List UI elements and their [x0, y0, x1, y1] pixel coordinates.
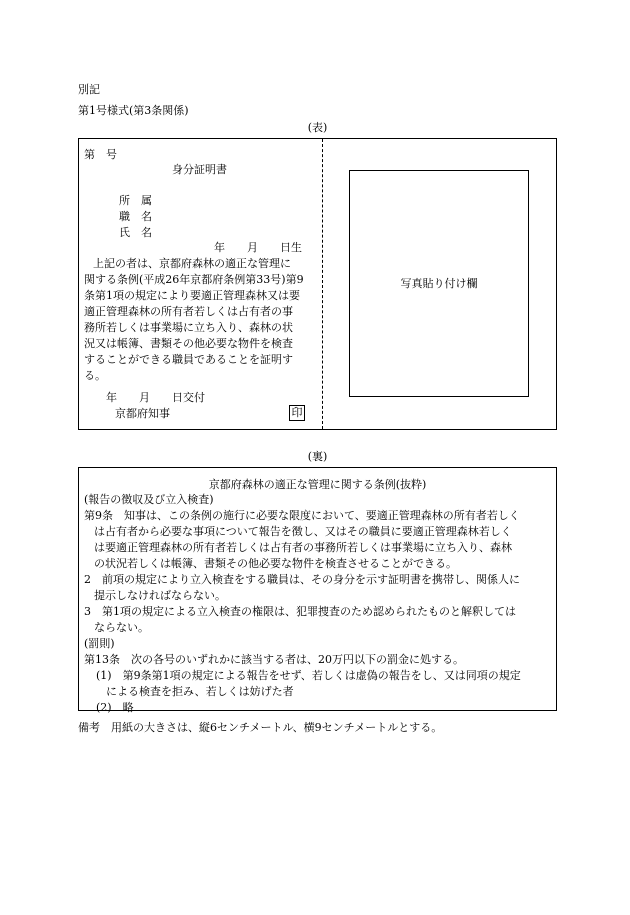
divider-dashed	[322, 139, 323, 429]
photo-frame	[349, 170, 529, 397]
form-label: 第1号様式(第3条関係)	[78, 104, 189, 117]
cert-text-line: することができる職員であることを証明す	[84, 353, 293, 366]
excerpt-line: は要適正管理森林の所有者若しくは占有者の事務所若しくは事業場に立ち入り、森林	[94, 541, 512, 554]
excerpt-line: (罰則)	[84, 637, 115, 650]
field-affiliation: 所 属	[119, 194, 152, 207]
field-birth: 年 月 日生	[214, 241, 302, 254]
seal-mark: 印	[289, 405, 305, 421]
cert-text-line: 務所若しくは事業場に立ち入り、森林の状	[84, 321, 293, 334]
excerpt-line: 第9条 知事は、この条例の施行に必要な限度において、要適正管理森林の所有者若しく	[84, 509, 520, 522]
photo-label: 写真貼り付け欄	[400, 277, 478, 290]
cert-text-line: る。	[84, 369, 106, 382]
cert-text-line: 況又は帳簿、書類その他必要な物件を検査	[84, 337, 293, 350]
back-label: (裏)	[307, 450, 328, 463]
cert-text-line: 上記の者は、京都府森林の適正な管理に	[93, 257, 291, 270]
card-number: 第 号	[84, 148, 117, 161]
issue-date: 年 月 日交付	[106, 391, 205, 404]
issuer: 京都府知事	[115, 407, 170, 420]
excerpt-line: は占有者から必要な事項について報告を徴し、又はその職員に要適正管理森林若しく	[94, 525, 512, 538]
annex-label: 別記	[78, 83, 100, 96]
cert-text-line: 条第1項の規定により要適正管理森林又は要	[84, 289, 300, 302]
card-title: 身分証明書	[172, 163, 227, 176]
excerpt-line: (1) 第9条第1項の規定による報告をせず、若しくは虚偽の報告をし、又は同項の規定	[96, 669, 521, 682]
excerpt-line: (報告の徴収及び立入検査)	[84, 493, 214, 506]
excerpt-line: 提示しなければならない。	[94, 589, 226, 602]
front-label: (表)	[307, 121, 328, 134]
cert-text-line: 関する条例(平成26年京都府条例第33号)第9	[84, 273, 304, 286]
excerpt-line: による検査を拒み、若しくは妨げた者	[106, 685, 294, 698]
excerpt-line: 2 前項の規定により立入検査をする職員は、その身分を示す証明書を携帯し、関係人に	[84, 573, 520, 586]
cert-text-line: 適正管理森林の所有者若しくは占有者の事	[84, 305, 293, 318]
field-position: 職 名	[119, 210, 152, 223]
field-name: 氏 名	[119, 226, 152, 239]
excerpt-line: 3 第1項の規定による立入検査の権限は、犯罪捜査のため認められたものと解釈しては	[84, 605, 516, 618]
excerpt-line: (2) 略	[96, 701, 134, 714]
back-title: 京都府森林の適正な管理に関する条例(抜粋)	[208, 478, 427, 491]
excerpt-line: ならない。	[94, 621, 149, 634]
footnote: 備考 用紙の大きさは、縦6センチメートル、横9センチメートルとする。	[78, 721, 443, 734]
excerpt-line: 第13条 次の各号のいずれかに該当する者は、20万円以下の罰金に処する。	[84, 653, 464, 666]
excerpt-line: の状況若しくは帳簿、書類その他必要な物件を検査させることができる。	[94, 557, 457, 570]
